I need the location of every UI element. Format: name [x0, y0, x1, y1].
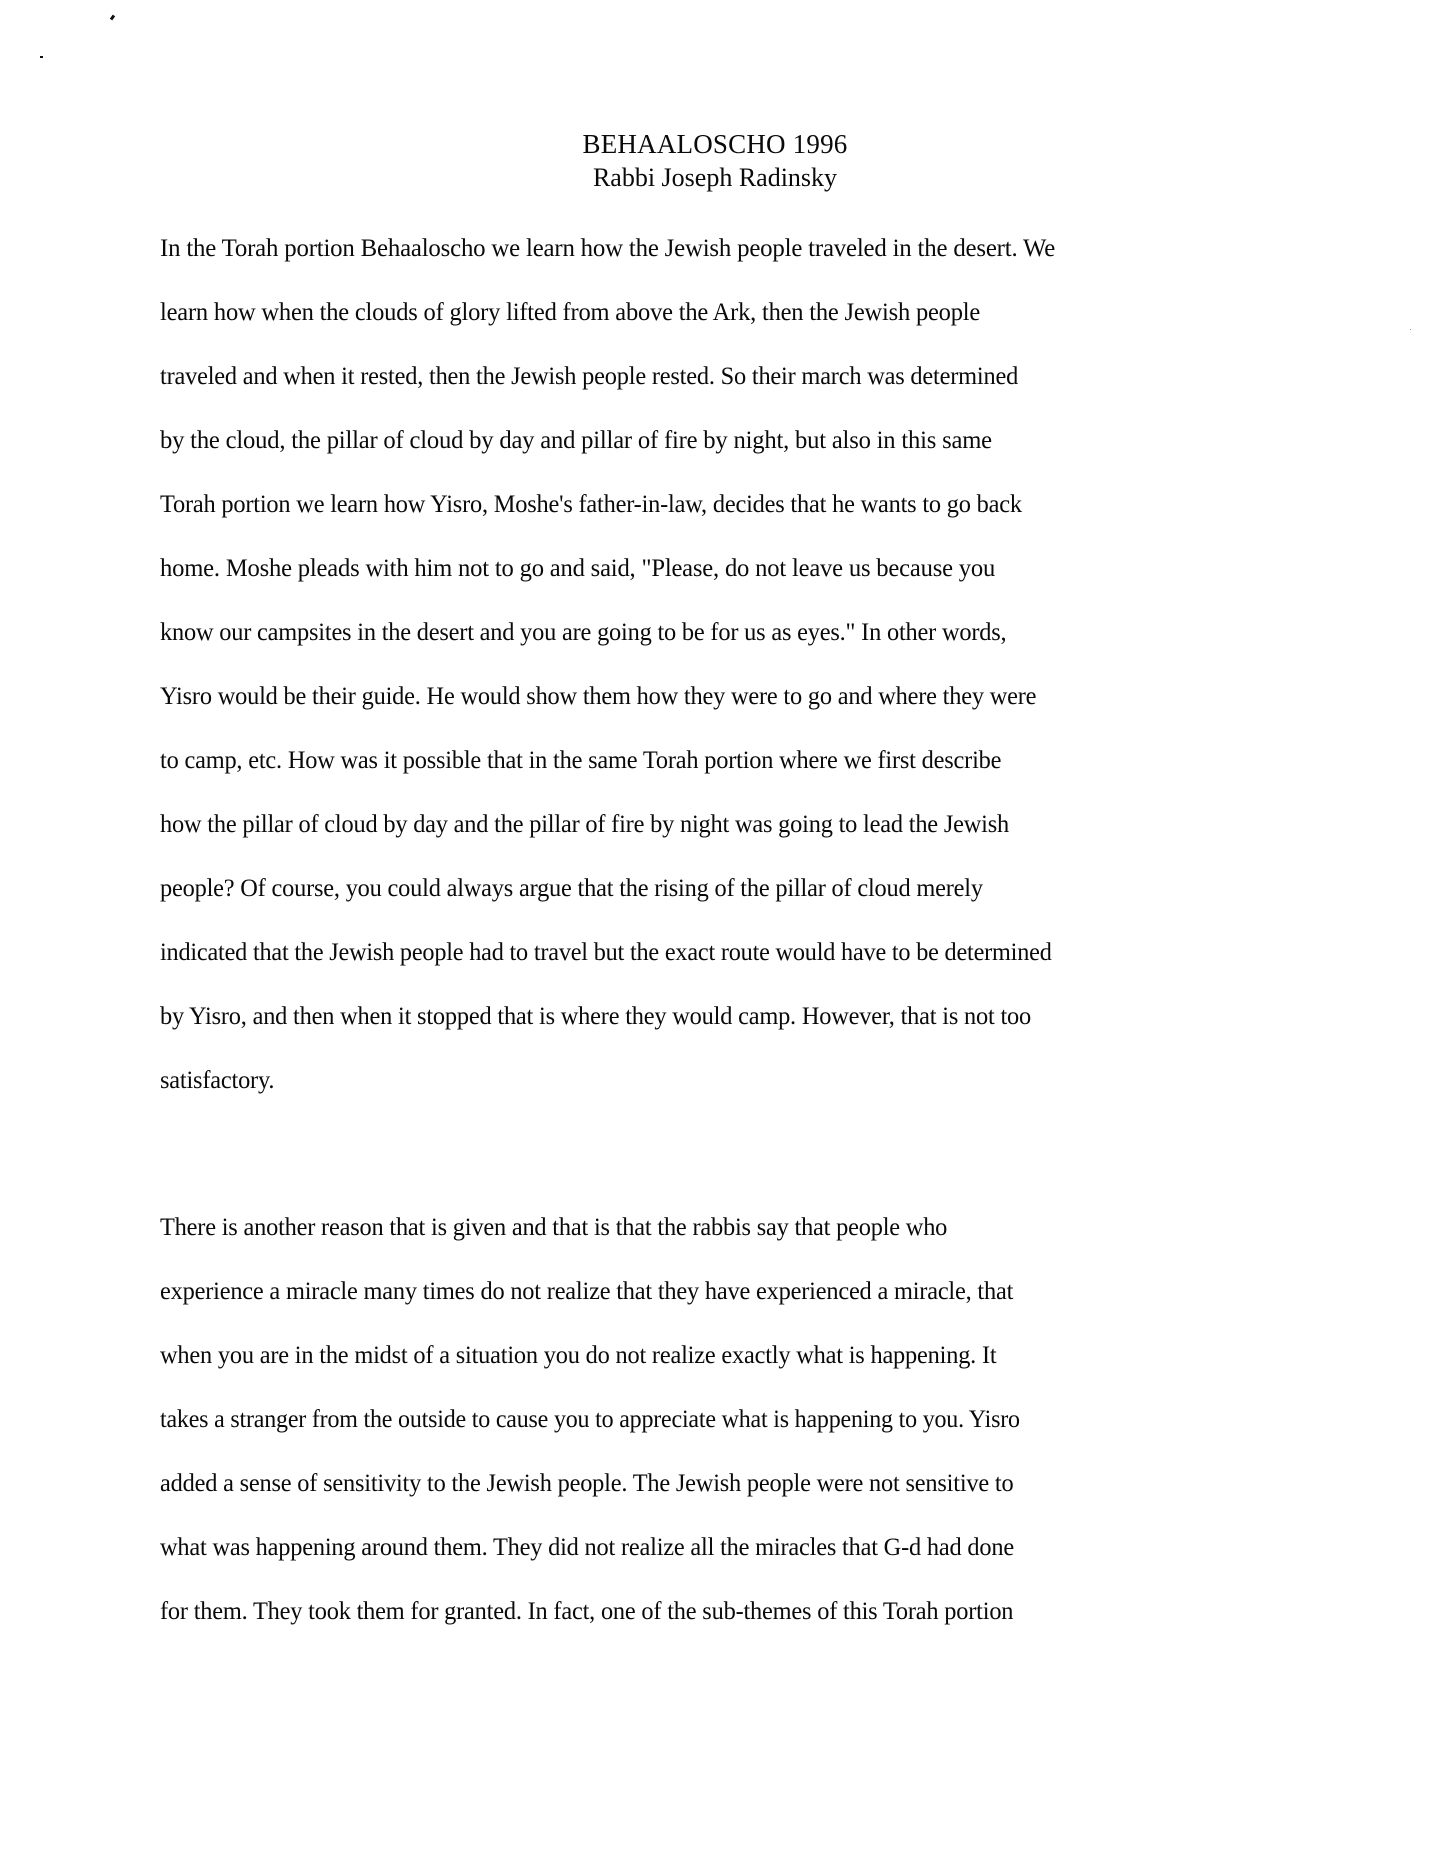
text-line: Torah portion we learn how Yisro, Moshe's father-in-law, decides that he wants to go back [160, 489, 1022, 518]
text-line: people? Of course, you could always argue that the rising of the pillar of cloud merely [160, 873, 983, 902]
text-line: when you are in the midst of a situation you do not realize exactly what is happening. It [160, 1340, 997, 1369]
text-line: learn how when the clouds of glory lifted from above the Ark, then the Jewish people [160, 297, 981, 326]
text-line: home. Moshe pleads with him not to go and said, "Please, do not leave us because you [160, 553, 996, 582]
text-line: There is another reason that is given and that is that the rabbis say that people who [160, 1212, 948, 1241]
text-line: added a sense of sensitivity to the Jewish people. The Jewish people were not sensitive to [160, 1468, 1014, 1497]
text-line: for them. They took them for granted. In fact, one of the sub-themes of this Torah portion [160, 1596, 1014, 1625]
text-line: takes a stranger from the outside to cause you to appreciate what is happening to you. Yisro [160, 1404, 1020, 1433]
text-line: to camp, etc. How was it possible that in the same Torah portion where we first describe [160, 745, 1002, 774]
document-title: BEHAALOSCHO 1996 [582, 129, 848, 159]
text-line: indicated that the Jewish people had to travel but the exact route would have to be determined [160, 937, 1052, 966]
document-author: Rabbi Joseph Radinsky [592, 163, 838, 192]
text-line: how the pillar of cloud by day and the pillar of fire by night was going to lead the Jewish [160, 809, 1009, 838]
scan-artifact [110, 15, 115, 21]
text-line: satisfactory. [160, 1065, 275, 1094]
scan-artifact [1410, 329, 1411, 330]
text-line: by the cloud, the pillar of cloud by day and pillar of fire by night, but also in this same [160, 425, 992, 454]
text-line: know our campsites in the desert and you are going to be for us as eyes." In other words, [160, 617, 1007, 646]
text-line: traveled and when it rested, then the Jewish people rested. So their march was determined [160, 361, 1019, 390]
text-line: what was happening around them. They did not realize all the miracles that G-d had done [160, 1532, 1014, 1561]
text-line: Yisro would be their guide. He would show them how they were to go and where they were [160, 681, 1037, 710]
text-line: by Yisro, and then when it stopped that is where they would camp. However, that is not too [160, 1001, 1031, 1030]
text-line: experience a miracle many times do not realize that they have experienced a miracle, that [160, 1276, 1014, 1305]
text-line: In the Torah portion Behaaloscho we learn how the Jewish people traveled in the desert. We [160, 233, 1056, 262]
scan-artifact [40, 56, 43, 58]
